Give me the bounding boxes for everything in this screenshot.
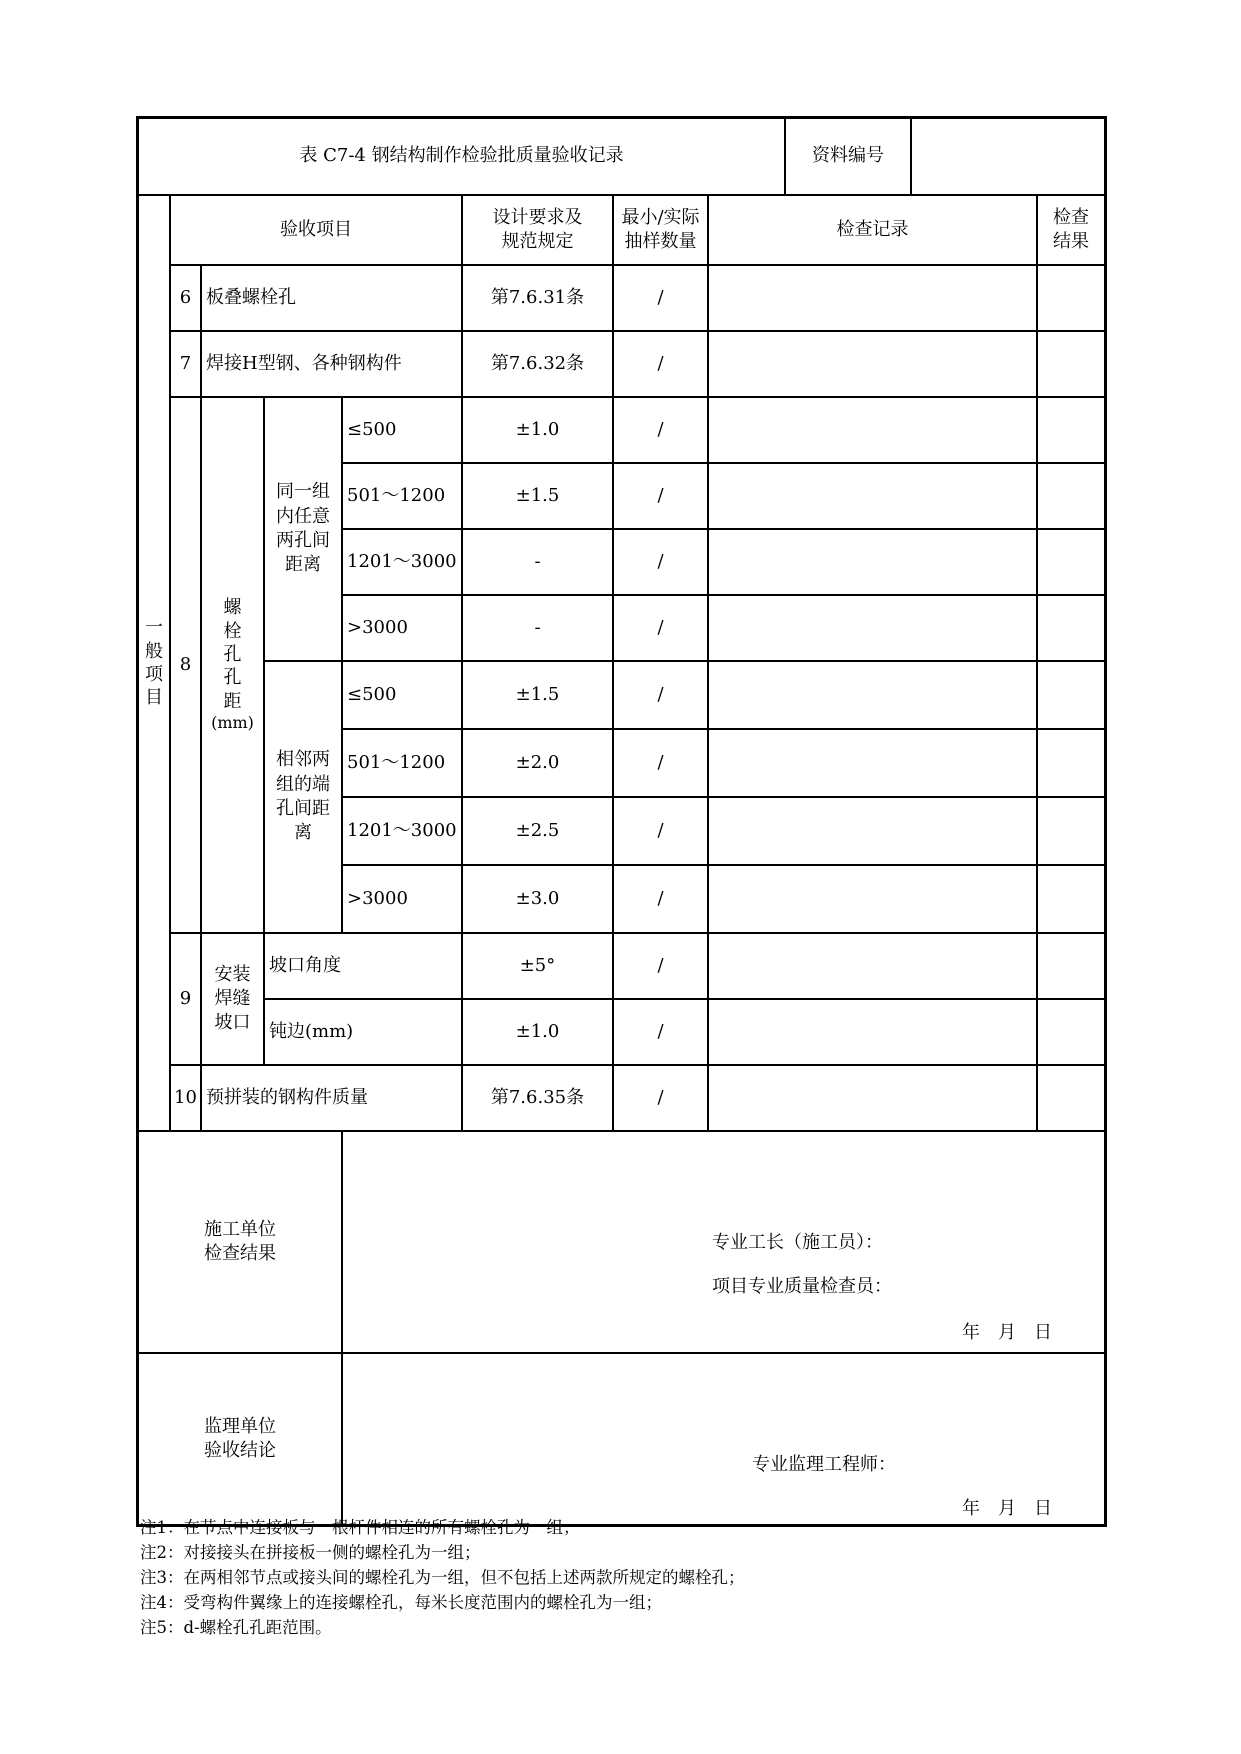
row-spec: ±5° <box>519 954 556 976</box>
group-same-label: 同一组 内任意 两孔间 距离 <box>276 481 330 576</box>
row-sample[interactable]: / <box>657 352 664 374</box>
note-1: 注1：在节点中连接板与一根杆件相连的所有螺栓孔为一组； <box>140 1518 580 1537</box>
row-sample[interactable]: / <box>657 819 664 841</box>
row-result-cell[interactable] <box>1038 266 1104 330</box>
row-sample[interactable]: / <box>657 887 664 909</box>
row-spec: ±1.0 <box>515 1020 560 1042</box>
row-record-cell[interactable] <box>709 662 1036 728</box>
row-spec: ±1.0 <box>515 418 560 440</box>
row-spec: - <box>534 550 541 572</box>
row-number: 7 <box>179 352 192 374</box>
row-spec: - <box>534 616 541 638</box>
note-5: 注5：d-螺栓孔孔距范围。 <box>140 1618 332 1637</box>
row-sample[interactable]: / <box>657 418 664 440</box>
supervision-unit-label: 监理单位 验收结论 <box>204 1415 276 1461</box>
row-spec: ±2.5 <box>515 819 560 841</box>
row-spec: ±1.5 <box>515 683 560 705</box>
foreman-signature-label: 专业工长（施工员）： <box>712 1232 883 1253</box>
row-record-cell[interactable] <box>709 332 1036 396</box>
row-number: 9 <box>179 987 192 1009</box>
doc-no-value[interactable] <box>912 118 1104 194</box>
construction-date: 年 月 日 <box>962 1322 1052 1343</box>
row-record-cell[interactable] <box>709 464 1036 528</box>
row-sample[interactable]: / <box>657 616 664 638</box>
range-cell: 1201～3000 <box>347 550 457 572</box>
bolt-hole-spacing-label: 螺 栓 孔 孔 距 (mm) <box>211 597 254 733</box>
col-header-design: 设计要求及 规范规定 <box>492 206 583 252</box>
row-spec: ±1.5 <box>515 484 560 506</box>
row-result-cell[interactable] <box>1038 332 1104 396</box>
row-record-cell[interactable] <box>709 934 1036 998</box>
category-label: 一 般 项 目 <box>145 617 163 709</box>
row-number: 6 <box>179 286 192 308</box>
row-result-cell[interactable] <box>1038 464 1104 528</box>
row-record-cell[interactable] <box>709 730 1036 796</box>
row-sample[interactable]: / <box>657 683 664 705</box>
row-item-name: 焊接H型钢、各种钢构件 <box>206 352 402 374</box>
note-4: 注4：受弯构件翼缘上的连接螺栓孔，每米长度范围内的螺栓孔为一组； <box>140 1593 662 1612</box>
row-record-cell[interactable] <box>709 798 1036 864</box>
supervising-engineer-signature-label: 专业监理工程师： <box>752 1454 896 1475</box>
row-sample[interactable]: / <box>657 1086 664 1108</box>
row-result-cell[interactable] <box>1038 866 1104 932</box>
col-header-result: 检查 结果 <box>1053 206 1089 252</box>
row-record-cell[interactable] <box>709 1066 1036 1130</box>
range-cell: ≤500 <box>347 683 397 705</box>
range-cell: 501～1200 <box>347 484 446 506</box>
row-spec: 第7.6.31条 <box>490 286 585 308</box>
row-item-name: 板叠螺栓孔 <box>206 286 296 308</box>
row-sample[interactable]: / <box>657 751 664 773</box>
row-record-cell[interactable] <box>709 596 1036 660</box>
sub-item-name: 钝边(mm) <box>269 1020 354 1042</box>
range-cell: 501～1200 <box>347 751 446 773</box>
range-cell: 1201～3000 <box>347 819 457 841</box>
row-sample[interactable]: / <box>657 550 664 572</box>
construction-unit-label: 施工单位 检查结果 <box>204 1218 276 1264</box>
row-number: 10 <box>174 1086 197 1108</box>
row-result-cell[interactable] <box>1038 1066 1104 1130</box>
row-record-cell[interactable] <box>709 530 1036 594</box>
row-spec: ±2.0 <box>515 751 560 773</box>
note-2: 注2：对接接头在拼接板一侧的螺栓孔为一组； <box>140 1543 481 1562</box>
row-sample[interactable]: / <box>657 954 664 976</box>
row-item-name: 预拼装的钢构件质量 <box>206 1086 368 1108</box>
row-number: 8 <box>179 653 192 675</box>
range-cell: >3000 <box>347 887 408 909</box>
row-result-cell[interactable] <box>1038 798 1104 864</box>
row-record-cell[interactable] <box>709 398 1036 462</box>
supervision-date: 年 月 日 <box>962 1498 1052 1519</box>
note-3: 注3：在两相邻节点或接头间的螺栓孔为一组，但不包括上述两款所规定的螺栓孔； <box>140 1568 745 1587</box>
range-cell: ≤500 <box>347 418 397 440</box>
row-spec: 第7.6.32条 <box>490 352 585 374</box>
range-cell: >3000 <box>347 616 408 638</box>
row-result-cell[interactable] <box>1038 1000 1104 1064</box>
row-result-cell[interactable] <box>1038 398 1104 462</box>
form-title: 表 C7-4 钢结构制作检验批质量验收记录 <box>299 144 624 166</box>
row-result-cell[interactable] <box>1038 596 1104 660</box>
row-spec: ±3.0 <box>515 887 560 909</box>
quality-inspector-signature-label: 项目专业质量检查员： <box>712 1276 892 1297</box>
row-sample[interactable]: / <box>657 484 664 506</box>
row-record-cell[interactable] <box>709 1000 1036 1064</box>
sub-item-name: 坡口角度 <box>269 954 341 976</box>
weld-groove-label: 安装 焊缝 坡口 <box>214 963 251 1034</box>
col-header-record: 检查记录 <box>836 218 909 240</box>
row-result-cell[interactable] <box>1038 662 1104 728</box>
col-header-item: 验收项目 <box>280 218 352 240</box>
row-result-cell[interactable] <box>1038 934 1104 998</box>
row-result-cell[interactable] <box>1038 530 1104 594</box>
row-record-cell[interactable] <box>709 266 1036 330</box>
row-sample[interactable]: / <box>657 286 664 308</box>
col-header-sample: 最小/实际 抽样数量 <box>621 206 700 252</box>
row-record-cell[interactable] <box>709 866 1036 932</box>
row-sample[interactable]: / <box>657 1020 664 1042</box>
group-adjacent-label: 相邻两 组的端 孔间距 离 <box>276 749 330 844</box>
doc-no-label: 资料编号 <box>812 144 884 166</box>
row-spec: 第7.6.35条 <box>490 1086 585 1108</box>
row-result-cell[interactable] <box>1038 730 1104 796</box>
